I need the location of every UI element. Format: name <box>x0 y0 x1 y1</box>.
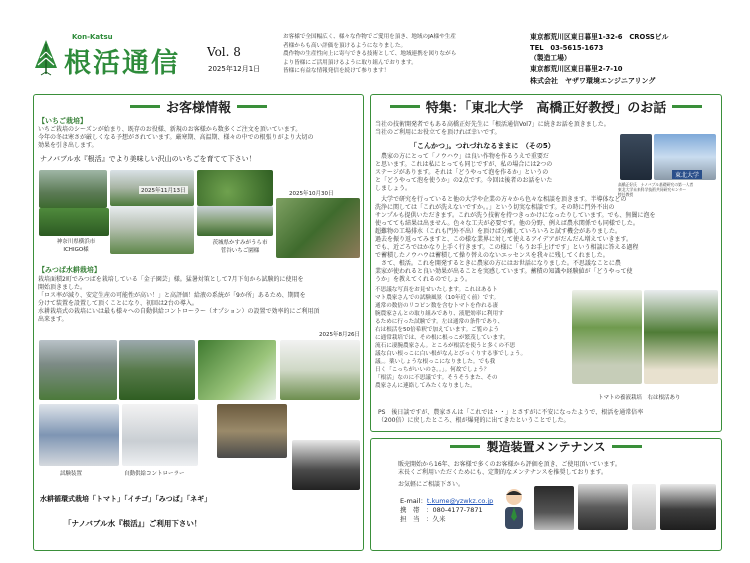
university-badge: 東北大学 <box>672 170 702 179</box>
text-line: 腕農家さんとの取り組みであり、液肥効率に利用す <box>375 311 504 317</box>
text-line: 今年の冬は寒さが厳しくなる予想がされています。厳寒期、高温期、様々の中での根張りがより大切の <box>38 134 314 141</box>
photo-caption: トマトの養液栽培 右は根活あり <box>598 395 681 401</box>
text-line: （200倍）に戻したところ、根が爆発的に出てきたということでした。 <box>378 417 570 424</box>
text-line: 水耕栽培式の栽培にいは最も様々への自動供給コントローラー（オプション）の設置で効率的にご利用頂 <box>38 308 320 315</box>
person-row <box>400 515 493 524</box>
text-line: 洗浄に関しては「これが洗えないですか。。」という切実な相談です。その時に門外不出の <box>375 204 615 211</box>
equipment-photo-2 <box>292 440 360 490</box>
maintenance-ask: お気軽にご相談下さい。 <box>398 481 465 488</box>
factory-label: （製造工場） <box>530 54 571 62</box>
company-block <box>530 32 668 87</box>
text-line: 末長くご利用いただくためにも、定期的なメンテナンスを推奨しております。 <box>398 469 608 476</box>
postscript <box>378 409 718 425</box>
tomato-photo-left <box>572 290 642 384</box>
controller-photo <box>122 404 198 466</box>
factory-address: 東京都荒川区東日暮里2-7-10 <box>530 64 623 73</box>
hydro-lead: 「ナノバブル水『根活』」ご利用下さい！ <box>64 519 202 528</box>
strawberry-lead: ナノバブル水『根活』でより美味しい沢山のいちごを育てて下さい！ <box>40 155 256 163</box>
logo-icon <box>32 38 60 76</box>
email-label: E-mail： <box>400 497 427 505</box>
volume: Vol. 8 <box>207 45 241 59</box>
strawberry-photo-7 <box>276 198 360 258</box>
text-line: 超難物の工場排水（これも門外不出）を頂けば分離していろいろと試す機会がありました。 <box>375 228 622 235</box>
text-line: ステージがあります。それは「どうやって泡を作るか」というの <box>375 169 549 176</box>
hydro-photo-2 <box>119 340 195 400</box>
device-photo-2 <box>578 484 628 530</box>
text-line: 栽培面積2町でみつばを栽培している「金子園芸」様。猛暑対策として7月下旬から試験的に使用を <box>38 276 304 283</box>
section-heading <box>34 97 363 116</box>
strawberry-text <box>38 126 360 150</box>
notice-line: 者様からも高い評価を頂けるようになりました。 <box>283 42 407 49</box>
strawberry-photo-3 <box>197 170 273 206</box>
brand-en: Kon-Katsu <box>72 33 113 41</box>
contact-block <box>400 497 493 524</box>
address: 東京都荒川区東日暮里1-32-6 CROSSビル <box>530 33 669 41</box>
mobile-row <box>400 506 493 515</box>
hydro-text <box>38 276 360 324</box>
text-line: 大学で研究を行っていると他の大学や企業の方々から色々な相談を頂きます。半導体などの <box>375 196 627 203</box>
text-line: 開始頂きました。 <box>38 284 87 291</box>
text-line: 効果を引き出します。 <box>38 142 98 149</box>
text-line: 農家さんに連絡してみたくなりました。 <box>375 383 476 389</box>
issue-date: 2025年12月1日 <box>208 65 261 73</box>
section-heading <box>371 438 721 455</box>
test-device-photo <box>39 404 119 466</box>
column-quote: 「こんかつ」。つれづれなるままに （その5） <box>410 142 555 150</box>
person-label: 担 当 ： <box>400 515 433 523</box>
strawberry-title: 【いちご栽培】 <box>38 117 87 125</box>
text-line: 「ロス率が減り、安定生産の可能性が高い！」と高評価！給液の系統が「9か所」あるため、期間を <box>38 292 306 299</box>
text-line: 議。。薬いしょうな根っこになりました。でも我 <box>375 359 496 365</box>
tel: TEL 03-5615-1673 <box>530 43 604 52</box>
text-line: 通常の数倍のリコピン数を含むトマトを作れる凄 <box>375 303 498 309</box>
person-illustration-icon <box>500 487 528 531</box>
text-line: 議な白い根っこに白い根がなんとびっくりする事でしょう。 <box>375 351 527 357</box>
crops-list: 水耕循環式栽培「トマト」「イチゴ」「みつば」「ネギ」 <box>40 495 212 503</box>
text-line: に通常栽培では、その根に根っこが繁茂しています。 <box>375 335 509 341</box>
photo-date: 2025年11月13日 <box>141 188 186 194</box>
section-title: お客様情報 <box>165 101 231 116</box>
hydro-title: 【みつば水耕栽培】 <box>38 266 101 274</box>
page-title: 根活通信 <box>64 48 180 79</box>
professor-photo <box>620 134 652 180</box>
strawberry-photo-5 <box>110 206 194 254</box>
text-line: 使ってても結果は出ません。色々な工夫が必要です。他の分野、例えば農水関係でも同様でした。 <box>375 220 639 227</box>
text-line: 当社の技術開発者でもある高橋正好先生に「根活通信Vol7」に続きお話を頂きました。 <box>375 121 610 128</box>
text-line: 農家の方にとって「ノウハウ」は良い作物を作るうえで重要だ <box>375 153 549 160</box>
device-photo-1 <box>534 486 574 530</box>
text-line: 「根活」なのに不思議です。そうそうまた、その <box>375 375 498 381</box>
divider <box>612 445 642 448</box>
company-name: 株式会社 ヤザワ環境エンジニアリング <box>530 77 656 85</box>
photo-caption: 自動供給コントローラー <box>124 471 185 477</box>
photo-caption: 神奈川県横浜市 ICHIGO様 <box>56 239 96 253</box>
text-line: 業家が使われると良い効果が出ることを実感しています。蓄積の知識や経験値が「どうやって使 <box>375 268 633 275</box>
text-line: サンプルも提供いただきます。これが洗う技術を持つきっかけになったりしています。でも、無闇に泡を <box>375 212 656 219</box>
mobile-label: 携 帯 ： <box>400 506 433 514</box>
text-line: 右は根活を50倍希釈で加えています。ご覧のよう <box>375 327 500 333</box>
text-line: でも、近ごろではかなり上手く行きます。この様に「もうお手上げです」という相談に答える過程 <box>375 244 639 251</box>
text-line: 高橋正好氏 ナノバブル基礎研究の第一人者 <box>618 182 694 187</box>
notice-line: より皆様にご活用頂けるように取り組んでおります。 <box>283 59 417 66</box>
text-line: 特任教授 <box>618 192 634 197</box>
divider <box>450 445 480 448</box>
section-title: 製造装置メンテナンス <box>486 440 606 454</box>
feature-body-2 <box>375 196 720 284</box>
text-line: いちご栽培のシーズンが始まり、既存のお役様、新規のお客様から数多くご注文を頂いています。 <box>38 126 302 133</box>
tomato-photo-right <box>644 290 718 384</box>
device-photo-3 <box>632 484 656 530</box>
feature-body-1 <box>375 153 615 193</box>
maintenance-text <box>398 461 718 477</box>
photo-caption: 試験装置 <box>60 471 83 477</box>
notice-line: 農作物の生産性向上に寄与できる技術として、地域連携を図りながら <box>283 51 457 57</box>
strawberry-photo-6 <box>197 206 273 236</box>
text-line: PS 後日談ですが、農家さんは「これでは・・」とさすがに不安になったようで、根活を通常倍率 <box>378 409 644 416</box>
mobile-number: 080-4177-7871 <box>432 506 483 514</box>
notice-line: 皆様に有益な情報発信を続けて参ります！ <box>283 68 390 74</box>
email-row <box>400 497 493 506</box>
hydro-photo-3 <box>198 340 276 400</box>
photo-date: 2025年10月30日 <box>289 191 334 197</box>
divider <box>672 105 702 108</box>
text-line: さて、根活。これを開発するときに農家の方にはお世話になりました。不思議なことに農 <box>375 260 621 267</box>
text-line: 当社のご利用にお役立てを頂ければ幸いです。 <box>375 129 501 136</box>
device-photo-4 <box>660 484 716 530</box>
section-title: 特集：「東北大学 高橋正好教授」のお話 <box>425 101 667 116</box>
text-line: しましょう。 <box>375 185 412 192</box>
text-line: 過去を振り返ってみますと、この様な業界に対して使えるアイデアがだんだん増えていきます。 <box>375 236 632 243</box>
text-line: 流石に凄腕農家さん。ところが根活を使うと多くの不思 <box>375 343 516 349</box>
text-line: マト農家さんでの試験風景（10年近く前）です。 <box>375 295 500 301</box>
text-line: るために行った試験です。左は通常の条件であり、 <box>375 319 504 325</box>
divider <box>390 105 420 108</box>
person-name: 久米 <box>432 515 446 523</box>
text-line: 日く「こっちがいいのさ。。」。何故でしょう？ <box>375 367 490 373</box>
email-link[interactable]: t.kume@yzwkz.co.jp <box>426 497 494 505</box>
strawberry-photo-1 <box>39 170 107 208</box>
text-line: 分けて装置を設置して頂くことになり、初回は2台の導入。 <box>38 300 198 307</box>
professor-caption <box>618 182 720 197</box>
divider <box>237 105 267 108</box>
photo-caption: 茨城県かすみがうら市 菅谷いちご園様 <box>212 240 268 254</box>
notice-box <box>283 33 521 76</box>
photo-date: 2025年8月26日 <box>319 332 360 338</box>
divider <box>130 105 160 108</box>
text-line: と「どうやって泡を使うか」の2点です。今回は後者のお話をいた <box>375 177 553 184</box>
text-line: と思います。これは私にとっても同じですが、私の場合には2つの <box>375 161 553 168</box>
hydro-photo-4 <box>280 340 360 400</box>
notice-line: お客様で全国幅広く、様々な作物でご愛用を頂き、地域のJA様や生産 <box>283 34 456 40</box>
section-heading <box>371 97 721 116</box>
strawberry-photo-4 <box>39 208 109 236</box>
text-line: うか」を教えてくれるのでしょう。 <box>375 276 472 283</box>
hydro-photo-1 <box>39 340 117 400</box>
text-line: 東北大学未来科学技術共同研究センター <box>618 187 687 192</box>
equipment-photo <box>217 404 287 458</box>
text-line: で蓄積したノウハウは蓄積して操り替えのないエッセンスを我々に残してくれました。 <box>375 252 609 259</box>
text-line: 不思議な写真をお見せいたします。これはあるト <box>375 287 498 293</box>
text-line: 販売開始から16年、お客様で多くのお客様から評価を頂き、ご使用頂いています。 <box>398 461 621 468</box>
text-line: 出来ます。 <box>38 316 68 323</box>
feature-body-3 <box>375 286 575 390</box>
